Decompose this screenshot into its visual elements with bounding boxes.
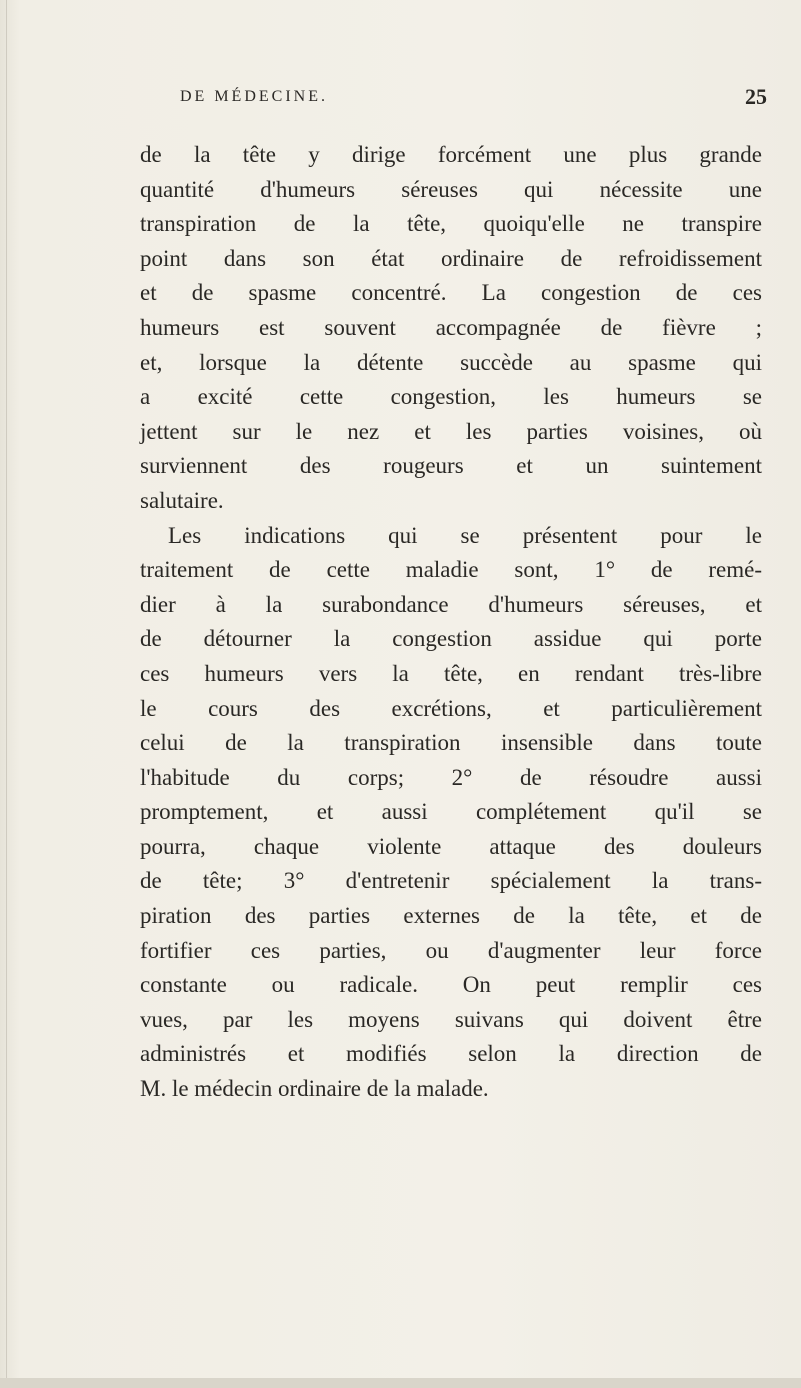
text-line: point dans son état ordinaire de refroidissement <box>140 245 762 271</box>
text-line: et, lorsque la détente succède au spasme qui <box>140 349 762 375</box>
page-bottom-edge <box>0 1378 801 1388</box>
text-line: a excité cette congestion, les humeurs se <box>140 384 762 410</box>
text-line: jettent sur le nez et les parties voisines, où <box>140 418 762 444</box>
text-line: surviennent des rougeurs et un suintement <box>140 453 762 479</box>
text-line: constante ou radicale. On peut remplir ces <box>140 972 762 998</box>
text-line: dier à la surabondance d'humeurs séreuses, et <box>140 591 762 617</box>
text-line: administrés et modifiés selon la direction de <box>140 1041 762 1067</box>
paragraph-first-line: Les indications qui se présentent pour le <box>168 522 762 548</box>
text-line: piration des parties externes de la tête, et de <box>140 903 762 929</box>
text-line: quantité d'humeurs séreuses qui nécessite une <box>140 176 762 202</box>
text-line: promptement, et aussi complétement qu'il se <box>140 799 762 825</box>
page-number: 25 <box>745 84 767 109</box>
text-line: ces humeurs vers la tête, en rendant très-libre <box>140 660 762 686</box>
text-line: vues, par les moyens suivans qui doivent être <box>140 1006 762 1032</box>
body-text <box>140 138 762 1107</box>
page-binding-edge <box>6 0 7 1388</box>
text-line: humeurs est souvent accompagnée de fièvre ; <box>140 314 762 340</box>
paragraph-end-line: M. le médecin ordinaire de la malade. <box>140 1076 489 1102</box>
text-line: transpiration de la tête, quoiqu'elle ne transpire <box>140 211 762 237</box>
text-line: celui de la transpiration insensible dans toute <box>140 730 762 756</box>
text-line: l'habitude du corps; 2° de résoudre aussi <box>140 764 762 790</box>
text-line: pourra, chaque violente attaque des douleurs <box>140 833 762 859</box>
text-line: le cours des excrétions, et particulièrement <box>140 695 762 721</box>
text-line: de la tête y dirige forcément une plus grande <box>140 142 762 167</box>
text-line: traitement de cette maladie sont, 1° de remé- <box>140 557 762 583</box>
paragraph-end-line: salutaire. <box>140 487 224 513</box>
text-line: de détourner la congestion assidue qui porte <box>140 626 762 652</box>
text-line: de tête; 3° d'entretenir spécialement la trans- <box>140 868 762 894</box>
running-header: DE MÉDECINE. <box>180 88 328 105</box>
text-line: et de spasme concentré. La congestion de ces <box>140 280 762 306</box>
text-line: fortifier ces parties, ou d'augmenter leur force <box>140 937 762 963</box>
